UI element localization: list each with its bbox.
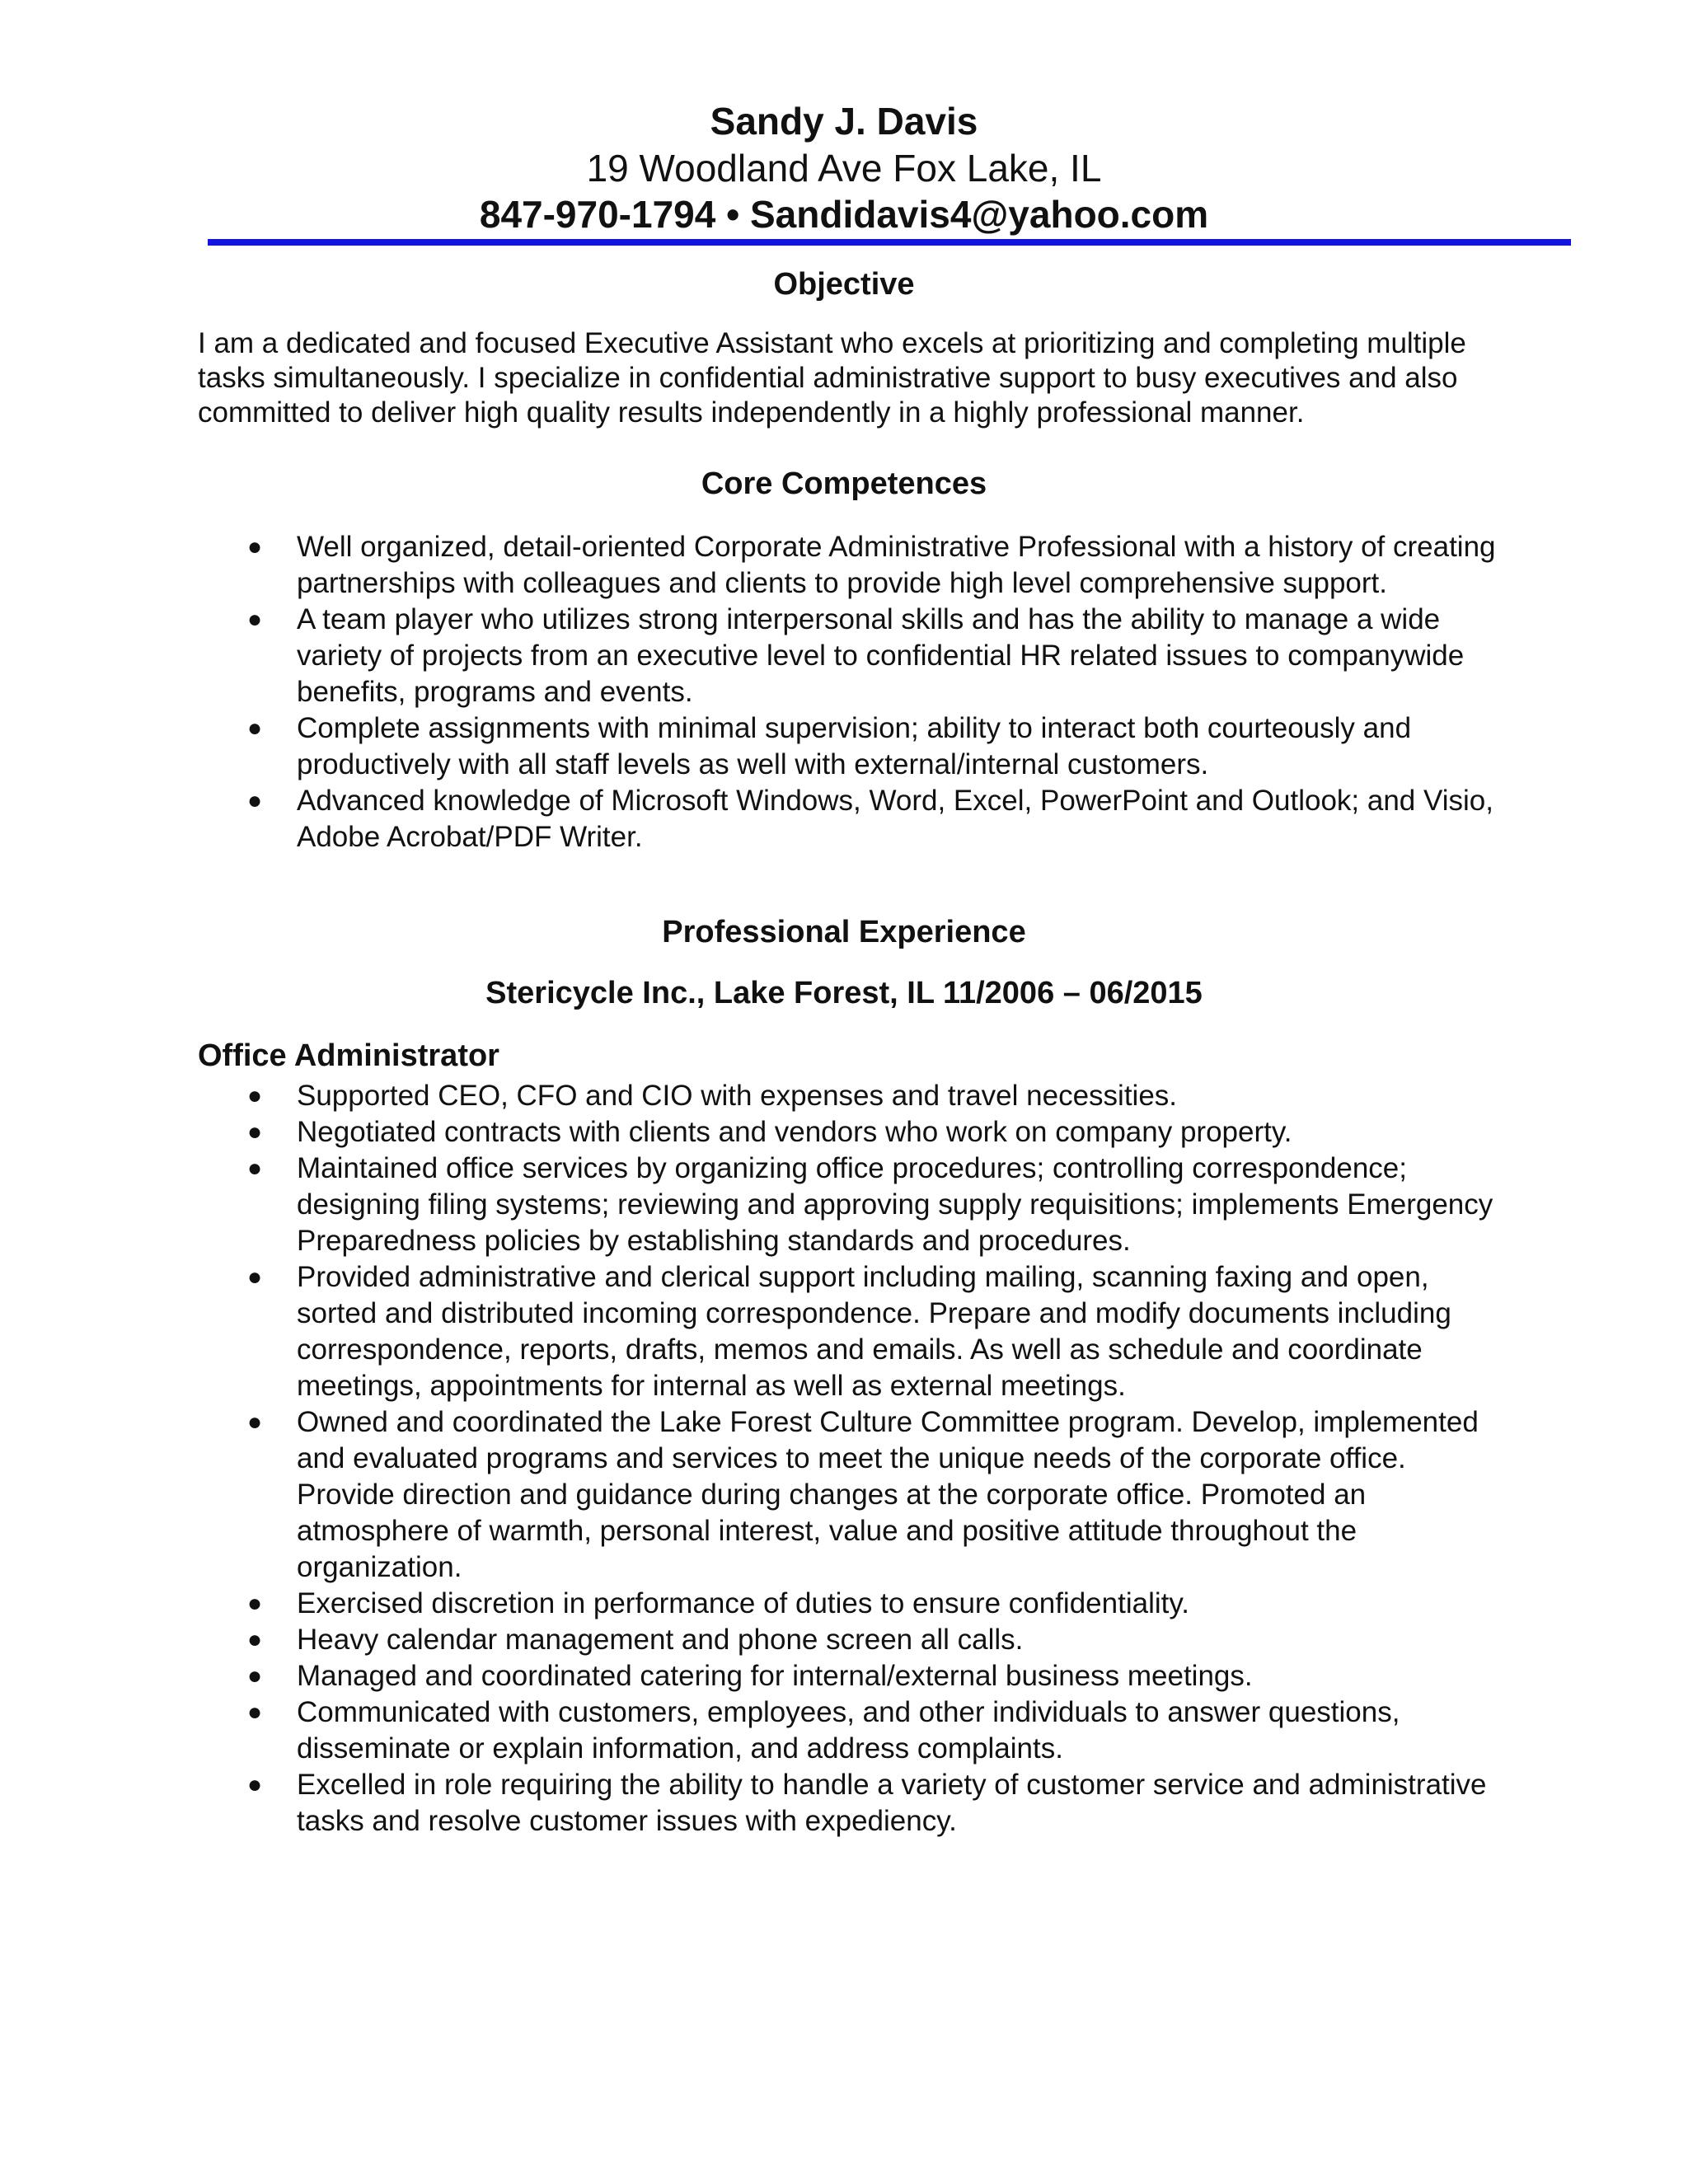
bullet-icon: ● — [247, 1155, 263, 1182]
bullet-icon: ● — [247, 787, 263, 814]
bullet-icon: ● — [247, 533, 263, 560]
experience-text: Heavy calendar management and phone screen all calls. — [297, 1624, 1024, 1656]
experience-text: Exercised discretion in performance of duties to ensure confidentiality. — [297, 1587, 1189, 1619]
objective-text: I am a dedicated and focused Executive Assistant who excels at prioritizing and completing multiple tasks simultaneously. I specialize in confidential administrative support to busy executives and also committed to deliver high quality results independently in a highly professional manner. — [198, 327, 1466, 429]
experience-text: Owned and coordinated the Lake Forest Culture Committee program. Develop, implemented and evaluated programs and services to meet the unique needs of the corporate office. Provide direction and guidance during changes at the corporate office. Promoted an atmosphere of warmth, personal interest, value and positive attitude throughout the organization. — [297, 1406, 1479, 1583]
experience-item — [198, 1586, 1500, 1622]
competence-text: Complete assignments with minimal supervision; ability to interact both courteously and productively with all staff levels as well with external/internal customers. — [297, 712, 1412, 780]
experience-item — [198, 1151, 1500, 1259]
experience-item — [198, 1114, 1500, 1151]
experience-text: Negotiated contracts with clients and vendors who work on company property. — [297, 1116, 1292, 1148]
bullet-icon: ● — [247, 1408, 263, 1436]
competence-text: A team player who utilizes strong interpersonal skills and has the ability to manage a wide variety of projects from an executive level to confidential HR related issues to companywide benefits, programs and events. — [297, 603, 1465, 708]
bullet-icon: ● — [247, 1082, 263, 1109]
experience-item — [198, 1078, 1500, 1114]
competences-list — [198, 529, 1500, 855]
experience-item — [198, 1622, 1500, 1658]
candidate-address: 19 Woodland Ave Fox Lake, IL — [586, 147, 1102, 190]
candidate-contact: 847-970-1794 • Sandidavis4@yahoo.com — [479, 193, 1209, 236]
bullet-icon: ● — [247, 1263, 263, 1291]
experience-text: Supported CEO, CFO and CIO with expenses and travel necessities. — [297, 1080, 1178, 1112]
bullet-icon: ● — [247, 1662, 263, 1690]
resume-header — [0, 97, 1688, 237]
bullet-icon: ● — [247, 1771, 263, 1798]
header-divider — [208, 239, 1571, 246]
competence-item — [198, 710, 1500, 783]
experience-text: Excelled in role requiring the ability to handle a variety of customer service and administrative tasks and resolve customer issues with expediency. — [297, 1769, 1487, 1837]
experience-text: Communicated with customers, employees, and other individuals to answer questions, disseminate or explain information, and address complaints. — [297, 1696, 1400, 1765]
bullet-icon: ● — [247, 1699, 263, 1726]
experience-item — [198, 1658, 1500, 1694]
bullet-icon: ● — [247, 1118, 263, 1146]
bullet-icon: ● — [247, 606, 263, 633]
bullet-icon: ● — [247, 715, 263, 742]
experience-item — [198, 1767, 1500, 1840]
experience-item — [198, 1694, 1500, 1767]
competence-text: Advanced knowledge of Microsoft Windows, Word, Excel, PowerPoint and Outlook; and Visio, Adobe Acrobat/PDF Writer. — [297, 785, 1493, 853]
competence-item — [198, 602, 1500, 710]
experience-text: Maintained office services by organizing office procedures; controlling correspondence; designing filing systems; reviewing and approving supply requisitions; implements Emergency Preparedness policies by establishing standards and procedures. — [297, 1152, 1493, 1257]
experience-text: Provided administrative and clerical support including mailing, scanning faxing and open, sorted and distributed incoming correspondence. Prepare and modify documents including correspondence, reports, drafts, memos and emails. As well as schedule and coordinate meetings, appointments for internal as well as external meetings. — [297, 1261, 1451, 1402]
bullet-icon: ● — [247, 1590, 263, 1617]
objective-heading: Objective — [773, 267, 915, 302]
experience-item — [198, 1404, 1500, 1586]
competence-item — [198, 783, 1500, 855]
bullet-icon: ● — [247, 1626, 263, 1653]
experience-list — [198, 1078, 1500, 1840]
competence-item — [198, 529, 1500, 602]
experience-heading: Professional Experience — [662, 915, 1026, 949]
competences-heading: Core Competences — [701, 466, 987, 501]
candidate-name: Sandy J. Davis — [710, 100, 978, 143]
competence-text: Well organized, detail-oriented Corporate Administrative Professional with a history of creating partnerships with colleagues and clients to provide high level comprehensive support. — [297, 531, 1496, 599]
experience-item — [198, 1259, 1500, 1404]
job-title: Office Administrator — [198, 1038, 499, 1073]
employer-line: Stericycle Inc., Lake Forest, IL 11/2006 – 06/2015 — [485, 976, 1203, 1010]
experience-text: Managed and coordinated catering for internal/external business meetings. — [297, 1660, 1253, 1692]
